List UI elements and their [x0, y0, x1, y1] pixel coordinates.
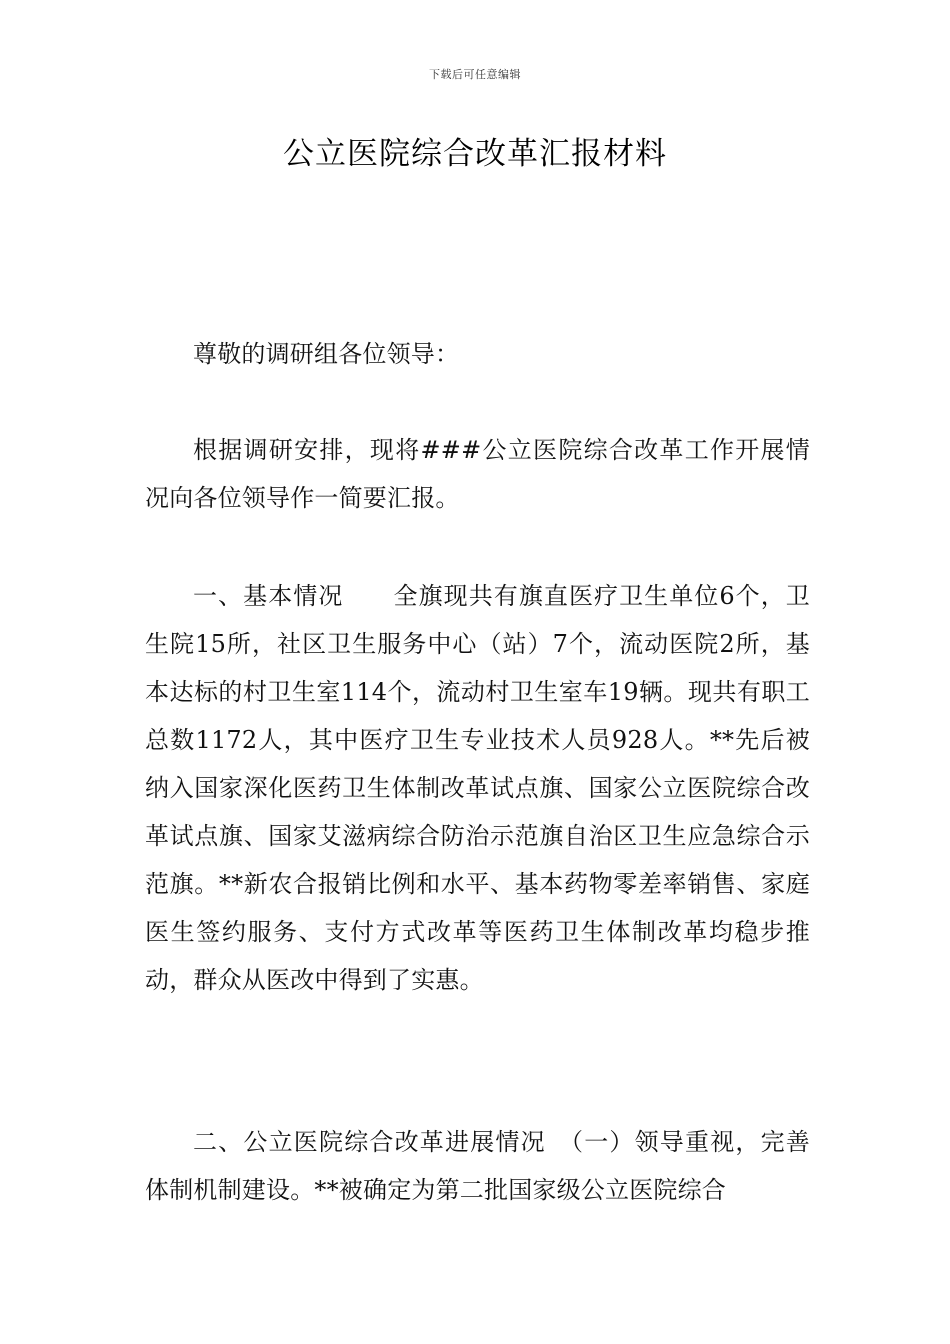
document-title: 公立医院综合改革汇报材料: [283, 136, 667, 172]
paragraph-text: 根据调研安排，现将###公立医院综合改革工作开展情况向各位领导作一简要汇报。: [145, 436, 810, 512]
salutation: [145, 330, 810, 378]
paragraph-intro: [145, 426, 810, 522]
header-note: 下载后可任意编辑: [429, 68, 521, 81]
paragraph-text: 一、基本情况 全旗现共有旗直医疗卫生单位6个，卫生院15所，社区卫生服务中心（站）7个，流动医院2所，基本达标的村卫生室114个，流动村卫生室车19辆。现共有职工总数1172人，其中医疗卫生专业技术人员928人。**先后被纳入国家深化医药卫生体制改革试点旗、国家公立医院综合改革试点旗、国家艾滋病综合防治示范旗自治区卫生应急综合示范旗。**新农合报销比例和水平、基本药物零差率销售、家庭医生签约服务、支付方式改革等医药卫生体制改革均稳步推动，群众从医改中得到了实惠。: [145, 582, 810, 994]
paragraph-text: 二、公立医院综合改革进展情况 （一）领导重视，完善体制机制建设。**被确定为第二批国家级公立医院综合: [145, 1128, 810, 1204]
paragraph-reform-progress: [145, 1118, 810, 1214]
paragraph-basic-situation: [145, 572, 810, 1004]
salutation-text: 尊敬的调研组各位领导：: [193, 340, 460, 368]
